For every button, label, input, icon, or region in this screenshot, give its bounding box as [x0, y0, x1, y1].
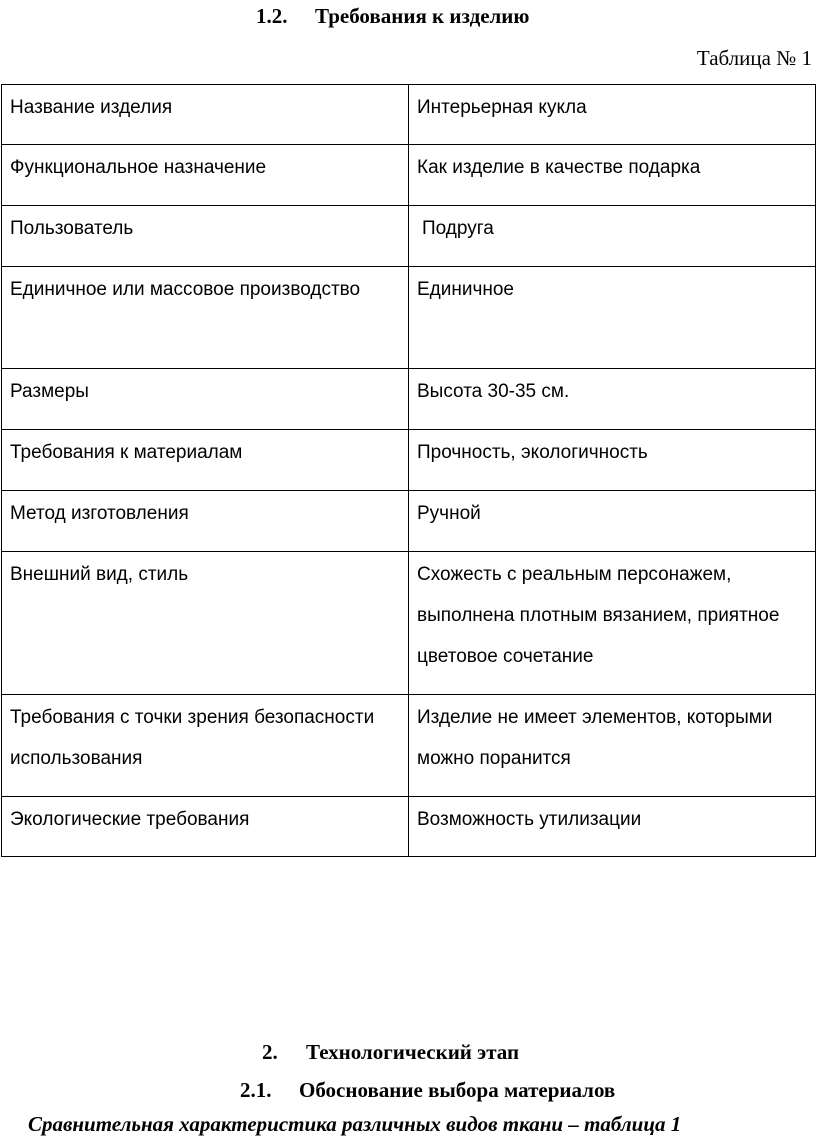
table-row: [2, 145, 816, 206]
requirement-value: Ручной: [409, 491, 816, 552]
requirement-label: Требования с точки зрения безопасности использования: [2, 695, 409, 797]
requirement-label: Размеры: [2, 369, 409, 430]
requirement-value: Прочность, экологичность: [409, 430, 816, 491]
requirement-label: Пользователь: [2, 206, 409, 267]
table-caption: Таблица № 1: [696, 46, 812, 70]
table-row: [2, 85, 816, 145]
requirement-label: Функциональное назначение: [2, 145, 409, 206]
comparison-caption: Сравнительная характеристика различных видов ткани – таблица 1: [28, 1112, 682, 1136]
requirement-label: Экологические требования: [2, 797, 409, 857]
requirement-label: Единичное или массовое производство: [2, 267, 409, 369]
section-title: Требования к изделию: [315, 4, 530, 28]
tech-stage-heading: [262, 1040, 519, 1065]
requirement-value: Высота 30-35 см.: [409, 369, 816, 430]
table-row: [2, 491, 816, 552]
materials-title: Обоснование выбора материалов: [299, 1078, 616, 1102]
table-row: [2, 552, 816, 695]
table-row: [2, 206, 816, 267]
requirement-value: Подруга: [409, 206, 816, 267]
requirement-value: Интерьерная кукла: [409, 85, 816, 145]
requirement-value: Единичное: [409, 267, 816, 369]
requirement-label: Название изделия: [2, 85, 409, 145]
tech-stage-number: 2.: [262, 1040, 278, 1064]
materials-number: 2.1.: [240, 1078, 272, 1102]
materials-heading: [240, 1078, 615, 1103]
requirement-value: Возможность утилизации: [409, 797, 816, 857]
table-row: [2, 369, 816, 430]
requirement-label: Метод изготовления: [2, 491, 409, 552]
table-row: [2, 430, 816, 491]
section-number: 1.2.: [256, 4, 288, 28]
requirement-value: Схожесть с реальным персонажем, выполнена плотным вязанием, приятное цветовое сочетание: [409, 552, 816, 695]
requirements-table: [1, 84, 816, 857]
requirement-label: Внешний вид, стиль: [2, 552, 409, 695]
table-row: [2, 797, 816, 857]
table-row: [2, 695, 816, 797]
requirement-label: Требования к материалам: [2, 430, 409, 491]
section-heading: [256, 4, 529, 29]
requirement-value: Изделие не имеет элементов, которыми можно поранится: [409, 695, 816, 797]
table-row: [2, 267, 816, 369]
requirement-value: Как изделие в качестве подарка: [409, 145, 816, 206]
tech-stage-title: Технологический этап: [306, 1040, 520, 1064]
